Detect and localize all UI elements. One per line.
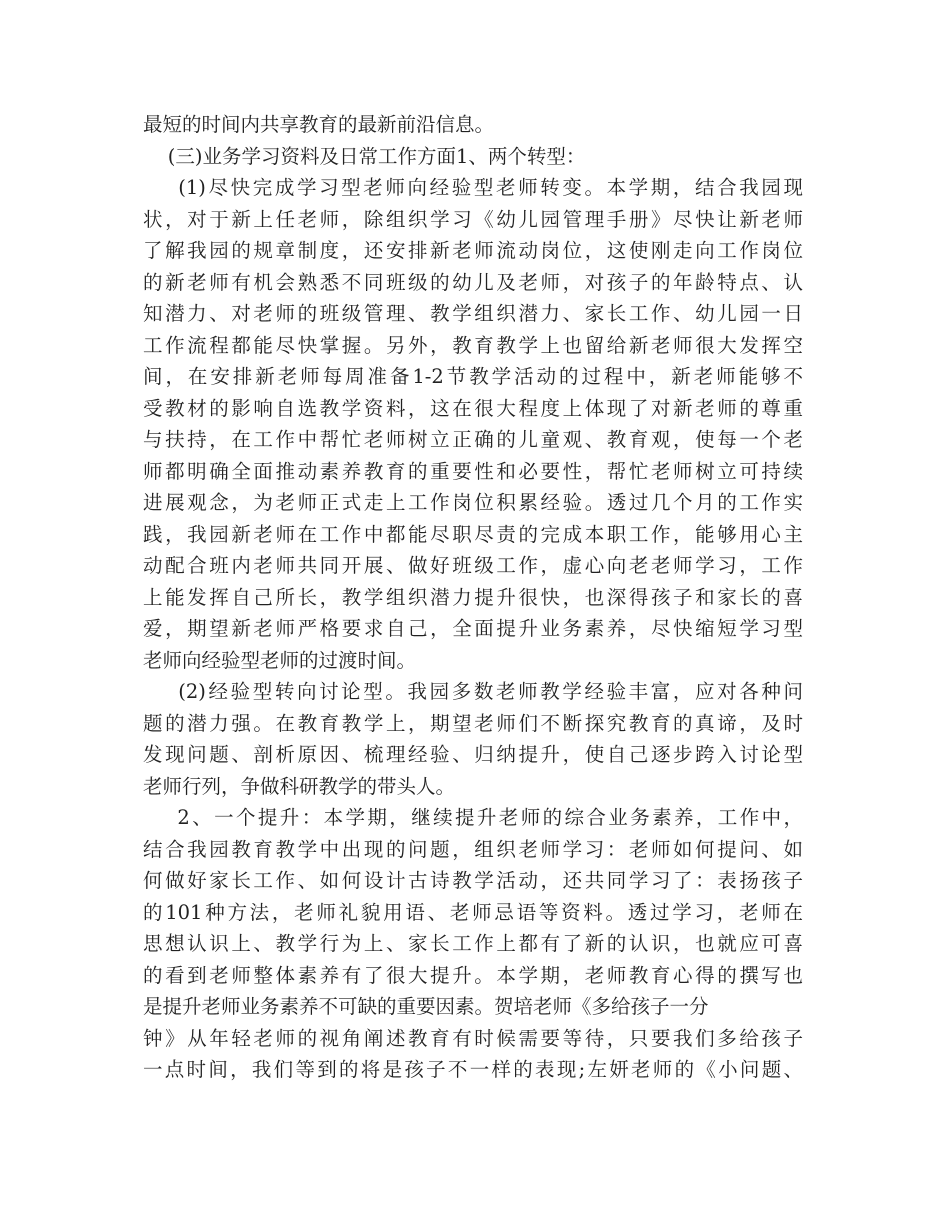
text-line: (三)业务学习资料及日常工作方面1、两个转型： bbox=[143, 144, 586, 168]
text-line: 结合我园教育教学中出现的问题，组织老师学习：老师如何提问、如 bbox=[143, 837, 803, 861]
text-line: 题的潜力强。在教育教学上，期望老师们不断探究教育的真谛，及时 bbox=[143, 711, 803, 735]
text-line: 思想认识上、教学行为上、家长工作上都有了新的认识，也就应可喜 bbox=[143, 932, 803, 955]
text-line: 了解我园的规章制度，还安排新老师流动岗位，这使刚走向工作岗位 bbox=[143, 239, 803, 262]
text-line: 最短的时间内共享教育的最新前沿信息。 bbox=[143, 113, 495, 136]
text-line: 老师行列，争做科研教学的带头人。 bbox=[143, 774, 456, 798]
text-line: 是提升老师业务素养不可缺的重要因素。贺培老师《多给孩子一分 bbox=[143, 995, 709, 1018]
text-line: 钟》从年轻老师的视角阐述教育有时候需要等待，只要我们多给孩子 bbox=[143, 1026, 803, 1050]
text-line: 践，我园新老师在工作中都能尽职尽责的完成本职工作，能够用心主 bbox=[143, 522, 803, 546]
text-line: 知潜力、对老师的班级管理、教学组织潜力、家长工作、幼儿园一日 bbox=[143, 302, 803, 325]
body-text bbox=[143, 109, 803, 1086]
text-line: (1)尽快完成学习型老师向经验型老师转变。本学期，结合我园现 bbox=[143, 176, 803, 199]
text-line: 一点时间，我们等到的将是孩子不一样的表现;左妍老师的《小问题、 bbox=[143, 1058, 803, 1081]
text-line: 师都明确全面推动素养教育的重要性和必要性，帮忙老师树立可持续 bbox=[143, 459, 803, 483]
text-line: 发现问题、剖析原因、梳理经验、归纳提升，使自己逐步跨入讨论型 bbox=[143, 743, 803, 766]
text-line: 何做好家长工作、如何设计古诗教学活动，还共同学习了：表扬孩子 bbox=[143, 869, 803, 892]
text-line: 动配合班内老师共同开展、做好班级工作，虚心向老老师学习，工作 bbox=[143, 554, 803, 577]
text-line: 爱，期望新老师严格要求自己，全面提升业务素养，尽快缩短学习型 bbox=[143, 617, 803, 640]
text-line: 的101种方法，老师礼貌用语、老师忌语等资料。透过学习，老师在 bbox=[143, 900, 803, 924]
text-line: 进展观念，为老师正式走上工作岗位积累经验。透过几个月的工作实 bbox=[143, 491, 803, 514]
text-line: 间，在安排新老师每周准备1-2节教学活动的过程中，新老师能够不 bbox=[143, 365, 803, 388]
text-line: (2)经验型转向讨论型。我园多数老师教学经验丰富，应对各种问 bbox=[143, 680, 803, 703]
text-line: 受教材的影响自选教学资料，这在很大程度上体现了对新老师的尊重 bbox=[143, 396, 803, 420]
text-line: 老师向经验型老师的过渡时间。 bbox=[143, 648, 417, 672]
text-line: 上能发挥自己所长，教学组织潜力提升很快，也深得孩子和家长的喜 bbox=[143, 585, 803, 609]
text-line: 的新老师有机会熟悉不同班级的幼儿及老师，对孩子的年龄特点、认 bbox=[143, 270, 803, 294]
text-line: 2、一个提升：本学期，继续提升老师的综合业务素养，工作中， bbox=[143, 806, 803, 829]
text-line: 工作流程都能尽快掌握。另外，教育教学上也留给新老师很大发挥空 bbox=[143, 333, 803, 357]
text-line: 与扶持，在工作中帮忙老师树立正确的儿童观、教育观，使每一个老 bbox=[143, 428, 803, 451]
text-line: 的看到老师整体素养有了很大提升。本学期，老师教育心得的撰写也 bbox=[143, 963, 803, 987]
text-line: 状，对于新上任老师，除组织学习《幼儿园管理手册》尽快让新老师 bbox=[143, 207, 803, 231]
